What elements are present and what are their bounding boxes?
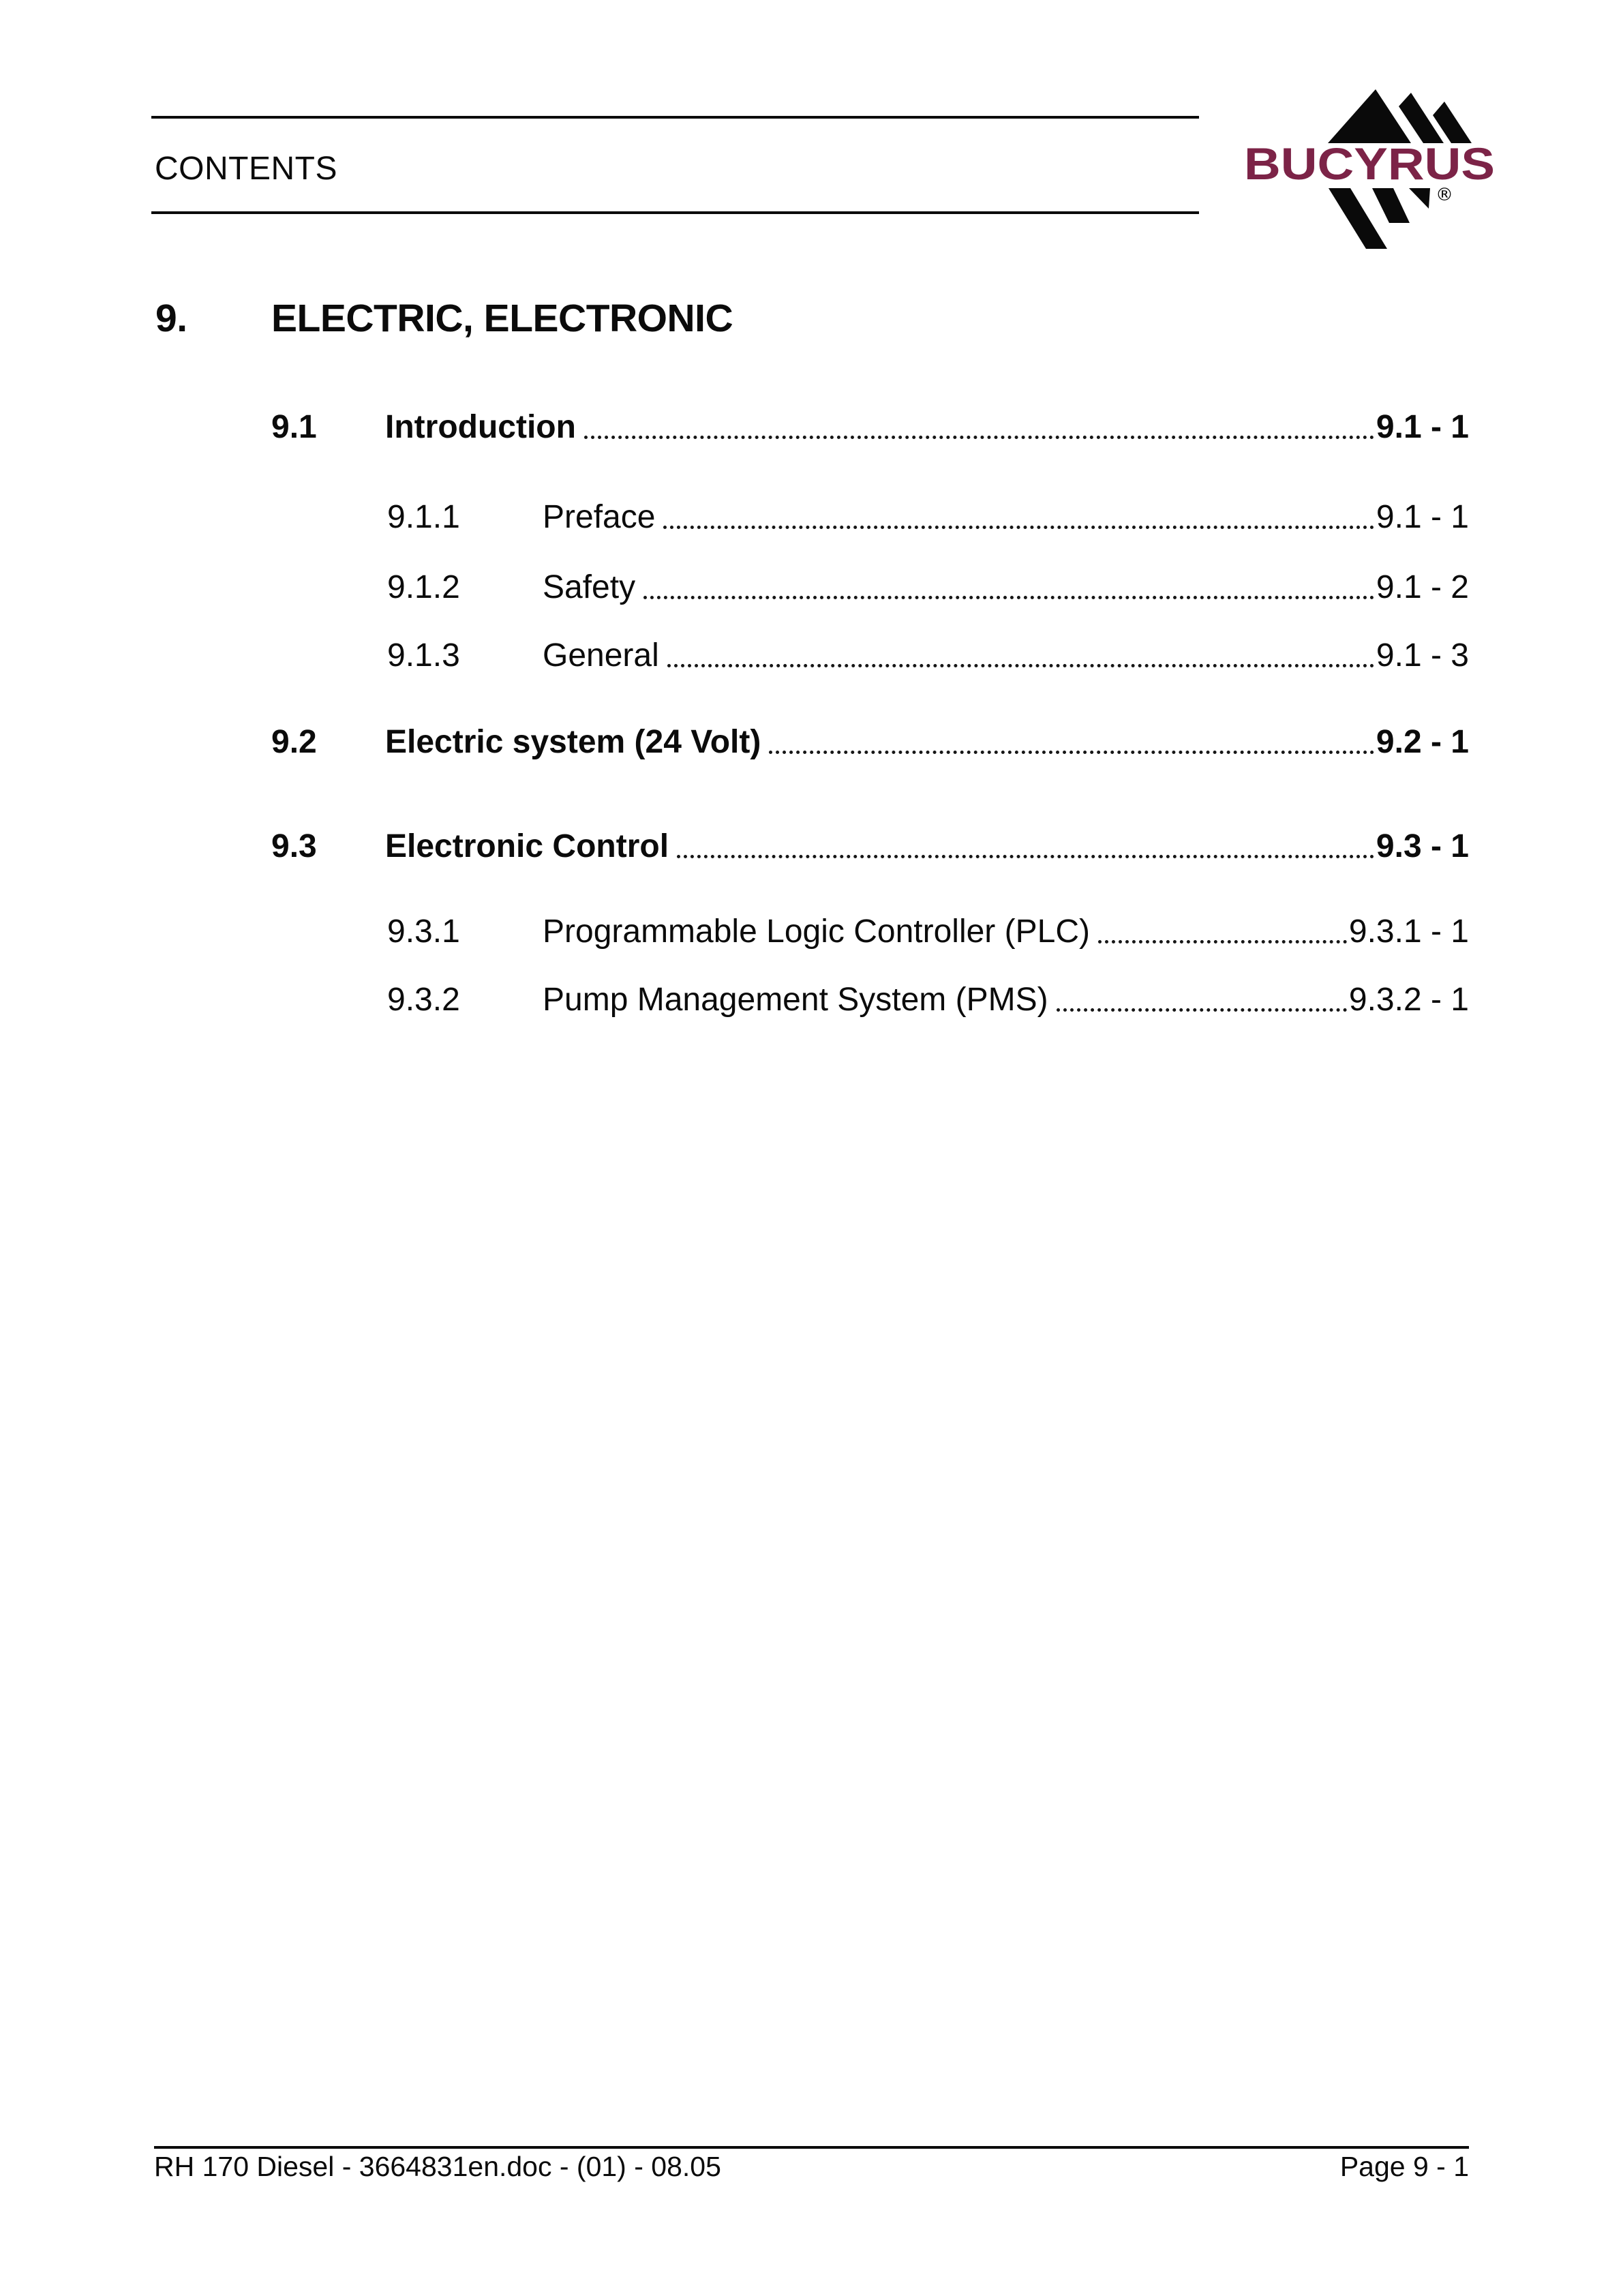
toc-entry-page: 9.3.1 - 1: [1348, 913, 1469, 950]
toc-leader-dots: [643, 596, 1374, 599]
toc-entry-title: General: [543, 637, 659, 674]
toc-entry[interactable]: [387, 982, 1469, 1018]
toc-leader-dots: [1057, 1008, 1347, 1012]
toc-entry[interactable]: [387, 569, 1469, 606]
toc-entry[interactable]: [387, 637, 1469, 674]
toc-entry-page: 9.1 - 2: [1376, 569, 1469, 605]
footer-page-number: Page 9 - 1: [1339, 2151, 1469, 2182]
toc-entry-title: Electric system (24 Volt): [385, 724, 761, 760]
toc-entry-number: 9.2: [271, 724, 317, 760]
toc-entry-title: Introduction: [385, 409, 576, 445]
toc-entry-title: Pump Management System (PMS): [543, 982, 1048, 1018]
toc-entry[interactable]: [271, 724, 1469, 761]
footer-document-id: RH 170 Diesel - 3664831en.doc - (01) - 08.05: [154, 2151, 721, 2182]
toc-leader-dots: [1098, 940, 1347, 943]
toc-entry-number: 9.1.2: [387, 569, 460, 605]
toc-entry[interactable]: [387, 499, 1469, 536]
toc-entry[interactable]: [387, 913, 1469, 950]
toc-entry-title: Preface: [543, 499, 656, 535]
toc-entry-number: 9.1.1: [387, 499, 460, 535]
toc-entry[interactable]: [271, 409, 1469, 446]
section-number: 9.: [155, 297, 187, 340]
toc-entry-number: 9.1.3: [387, 637, 460, 674]
toc-entry-title: Electronic Control: [385, 828, 669, 864]
section-title: ELECTRIC, ELECTRONIC: [271, 297, 733, 340]
toc-entry-number: 9.1: [271, 409, 317, 445]
toc-entry[interactable]: [271, 828, 1469, 865]
toc-entry-number: 9.3: [271, 828, 317, 864]
contents-title: CONTENTS: [155, 151, 337, 187]
toc-entry-page: 9.1 - 1: [1376, 409, 1469, 445]
toc-entry-page: 9.1 - 1: [1376, 499, 1469, 535]
toc-leader-dots: [677, 855, 1374, 858]
toc-entry-page: 9.3.2 - 1: [1348, 982, 1469, 1018]
toc-entry-page: 9.3 - 1: [1376, 828, 1469, 864]
logo-wordmark: BUCYRUS: [1244, 138, 1495, 189]
toc-entry-title: Programmable Logic Controller (PLC): [543, 913, 1090, 950]
toc-entry-title: Safety: [543, 569, 636, 605]
toc-leader-dots: [584, 436, 1374, 439]
toc-leader-dots: [769, 751, 1374, 754]
toc-entry-page: 9.1 - 3: [1376, 637, 1469, 674]
footer: [154, 2150, 1469, 2183]
toc-leader-dots: [667, 664, 1374, 667]
footer-rule: [154, 2146, 1469, 2149]
toc-entry-page: 9.2 - 1: [1376, 724, 1469, 760]
registered-trademark-icon: ®: [1436, 185, 1453, 205]
toc-entry-number: 9.3.2: [387, 982, 460, 1018]
toc-leader-dots: [663, 526, 1374, 529]
toc-entry-number: 9.3.1: [387, 913, 460, 950]
